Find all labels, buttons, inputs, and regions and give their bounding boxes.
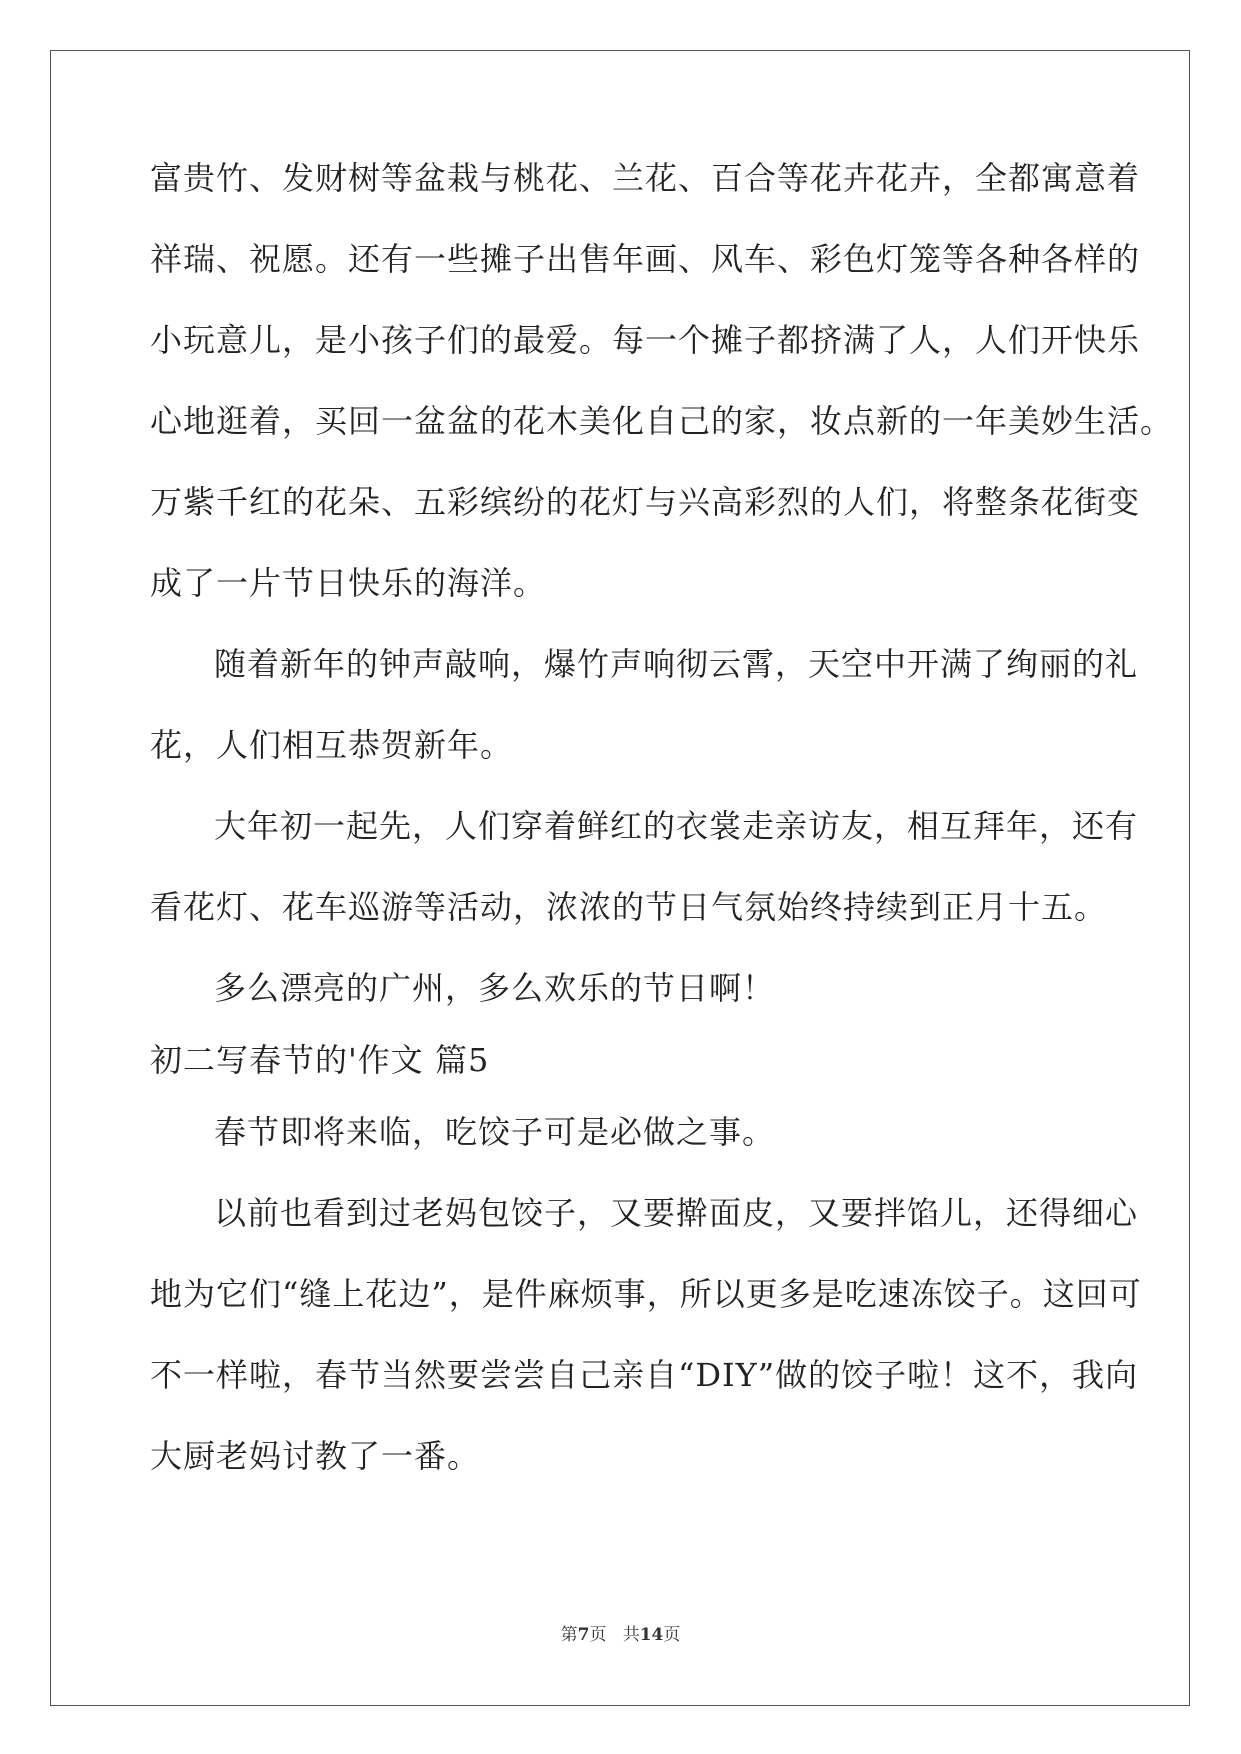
text-line: 祥瑞、祝愿。还有一些摊子出售年画、风车、彩色灯笼等各种各样的 [150, 240, 1141, 278]
text-line: 万紫千红的花朵、五彩缤纷的花灯与兴高彩烈的人们，将整条花街变 [150, 483, 1141, 521]
text-line: 地为它们“缝上花边”，是件麻烦事，所以更多是吃速冻饺子。这回可 [150, 1275, 1142, 1313]
page-footer [0, 1620, 1241, 1645]
footer-total-prefix: 共 [622, 1625, 640, 1645]
text-line: 春节即将来临，吃饺子可是必做之事。 [214, 1113, 776, 1151]
section-heading: 初二写春节的'作文 篇5 [150, 1041, 490, 1079]
footer-page-suffix: 页 [589, 1625, 607, 1645]
text-line: 成了一片节日快乐的海洋。 [150, 564, 547, 602]
text-line: 以前也看到过老妈包饺子，又要擀面皮，又要拌馅儿，还得细心 [214, 1194, 1139, 1232]
text-line: 不一样啦，春节当然要尝尝自己亲自“DIY”做的饺子啦！这不，我向 [150, 1356, 1139, 1394]
text-line: 看花灯、花车巡游等活动，浓浓的节日气氛始终持续到正月十五。 [150, 888, 1108, 926]
text-line: 大厨老妈讨教了一番。 [150, 1437, 481, 1475]
text-line: 随着新年的钟声敲响，爆竹声响彻云霄，天空中开满了绚丽的礼 [214, 645, 1139, 683]
text-line: 心地逛着，买回一盆盆的花木美化自己的家，妆点新的一年美妙生活。 [150, 402, 1174, 440]
footer-prefix: 第 [560, 1625, 578, 1645]
total-pages: 14 [639, 1625, 664, 1645]
text-line: 多么漂亮的广州，多么欢乐的节日啊！ [214, 969, 776, 1007]
text-line: 小玩意儿，是小孩子们的最爱。每一个摊子都挤满了人，人们开快乐 [150, 321, 1141, 359]
text-line: 大年初一起先，人们穿着鲜红的衣裳走亲访友，相互拜年，还有 [214, 807, 1139, 845]
page-number: 7 [577, 1625, 590, 1645]
text-line: 富贵竹、发财树等盆栽与桃花、兰花、百合等花卉花卉，全都寓意着 [150, 159, 1141, 197]
document-body [150, 159, 1174, 1519]
text-line: 花，人们相互恭贺新年。 [150, 726, 514, 764]
footer-total-suffix: 页 [663, 1625, 681, 1645]
